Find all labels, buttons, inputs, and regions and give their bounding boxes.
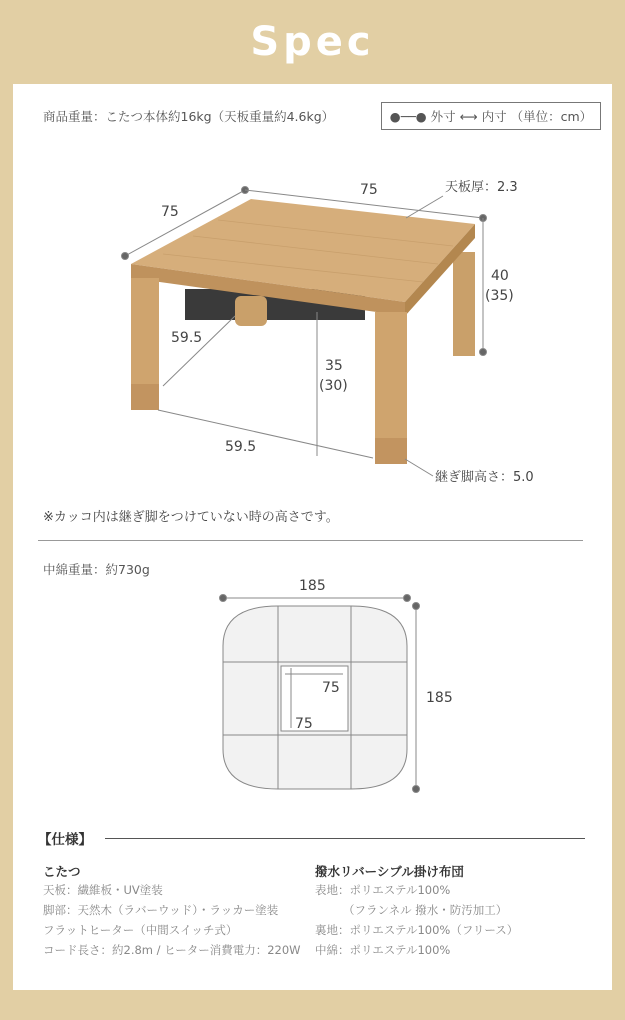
page-title: Spec — [250, 19, 375, 65]
back-right-leg — [453, 252, 475, 356]
extension-leg-label: 継ぎ脚高さ：5.0 — [435, 470, 534, 485]
futon-spec-line: 裏地：ポリエステル100%（フリース） — [315, 923, 519, 937]
back-left-leg — [235, 296, 267, 326]
kotatsu-spec-line: 脚部：天然木（ラバーウッド）・ラッカー塗装 — [43, 903, 279, 917]
futon-width-label: 185 — [299, 578, 326, 594]
side-height-label: 40 — [491, 268, 509, 284]
futon-weight: 中綿重量：約730g — [43, 562, 150, 577]
header-bar — [0, 0, 625, 84]
inner-height-alt-label: (30) — [319, 378, 348, 394]
spec-panel — [13, 84, 612, 990]
inner-width-label: 59.5 — [225, 439, 257, 455]
top-width-label: 75 — [360, 182, 378, 198]
kotatsu-diagram — [13, 84, 612, 990]
kotatsu-spec-line: コード長さ：約2.8m / ヒーター消費電力：220W — [43, 943, 301, 957]
futon-spec-line: 中綿：ポリエステル100% — [315, 943, 451, 957]
kotatsu-spec-title: こたつ — [43, 864, 81, 879]
futon-height-label: 185 — [426, 690, 453, 706]
futon-diagram — [220, 595, 420, 793]
inner-depth-label: 59.5 — [171, 330, 203, 346]
inner-height-label: 35 — [325, 358, 343, 374]
futon-spec-line: 表地：ポリエステル100% — [315, 883, 451, 897]
kotatsu-spec-line: 天板：繊維板・UV塗装 — [43, 883, 163, 897]
legend-outer-label: 外寸 — [430, 109, 456, 124]
futon-spec-line: （フランネル 撥水・防汚加工） — [343, 903, 508, 917]
legend-inner-label: 内寸 — [481, 109, 507, 124]
futon-spec-title: 撥水リバーシブル掛け布団 — [315, 864, 464, 879]
extension-leg — [375, 438, 407, 464]
side-height-alt-label: (35) — [485, 288, 514, 304]
futon-inner-height-label: 75 — [295, 716, 313, 732]
spec-heading-rule — [105, 838, 585, 839]
inner-dimension-icon: ⟷ — [459, 108, 478, 124]
height-note: ※カッコ内は継ぎ脚をつけていない時の高さです。 — [43, 510, 339, 525]
kotatsu-spec-line: フラットヒーター（中間スイッチ式） — [43, 923, 238, 937]
kotatsu-weight: 商品重量：こたつ本体約16kg（天板重量約4.6kg） — [43, 109, 335, 124]
outer-dimension-icon: ●──● — [389, 108, 427, 124]
futon-inner-width-label: 75 — [322, 680, 340, 696]
section-divider — [38, 540, 583, 541]
legend-unit: （単位：cm） — [510, 109, 593, 124]
spec-heading: 【仕様】 — [38, 832, 92, 848]
top-thickness-label: 天板厚：2.3 — [445, 180, 518, 195]
top-depth-label: 75 — [161, 204, 179, 220]
